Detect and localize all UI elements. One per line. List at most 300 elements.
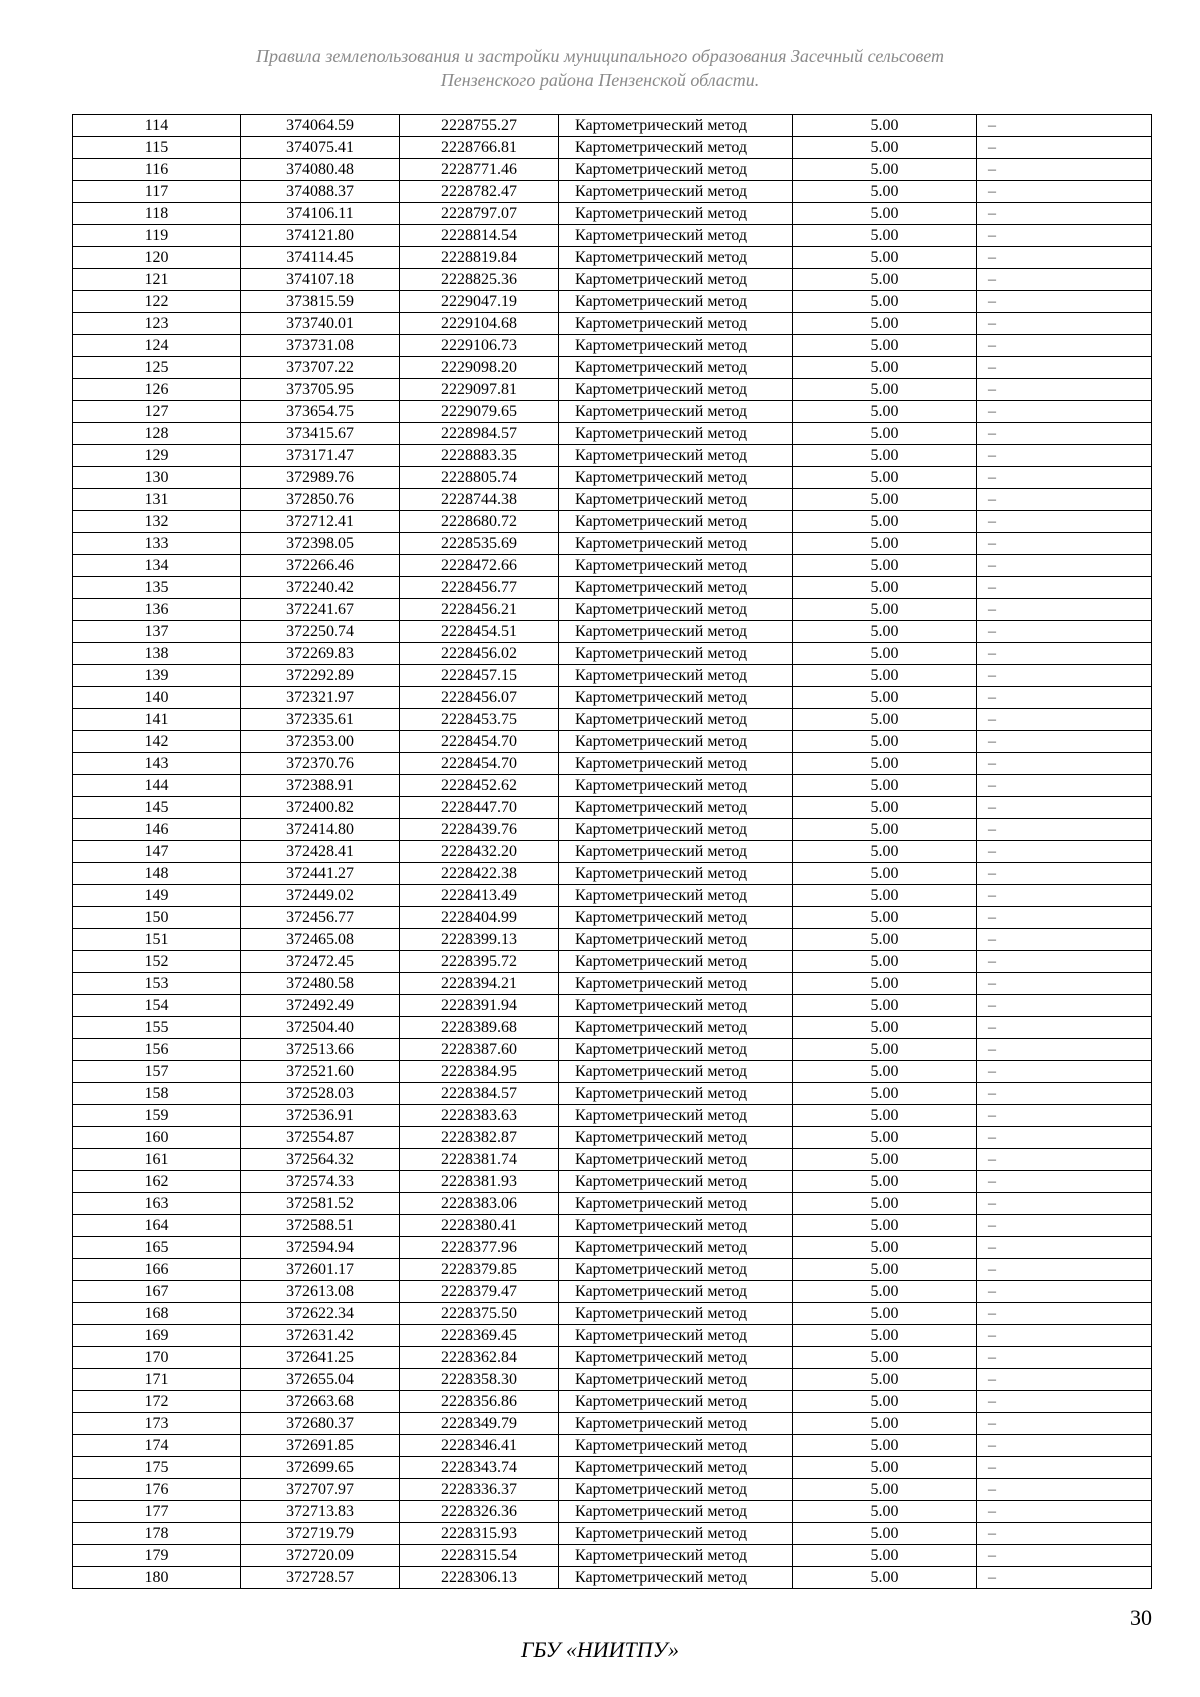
method-cell: Картометрический метод (559, 643, 793, 665)
x-coordinate-cell: 372720.09 (241, 1545, 400, 1567)
x-coordinate-cell: 372641.25 (241, 1347, 400, 1369)
table-row (73, 907, 1152, 929)
table-row (73, 555, 1152, 577)
y-coordinate-cell: 2228326.36 (400, 1501, 559, 1523)
accuracy-cell: 5.00 (793, 203, 977, 225)
point-number-cell: 123 (73, 313, 241, 335)
accuracy-cell: 5.00 (793, 1501, 977, 1523)
point-number-cell: 171 (73, 1369, 241, 1391)
accuracy-cell: 5.00 (793, 819, 977, 841)
description-cell: – (977, 841, 1152, 863)
x-coordinate-cell: 372513.66 (241, 1039, 400, 1061)
method-cell: Картометрический метод (559, 1303, 793, 1325)
description-cell: – (977, 973, 1152, 995)
accuracy-cell: 5.00 (793, 1369, 977, 1391)
y-coordinate-cell: 2228454.70 (400, 753, 559, 775)
x-coordinate-cell: 372456.77 (241, 907, 400, 929)
method-cell: Картометрический метод (559, 379, 793, 401)
description-cell: – (977, 709, 1152, 731)
description-cell: – (977, 423, 1152, 445)
point-number-cell: 180 (73, 1567, 241, 1589)
table-row (73, 445, 1152, 467)
y-coordinate-cell: 2228383.63 (400, 1105, 559, 1127)
coordinates-table-body (73, 115, 1152, 1589)
table-row (73, 951, 1152, 973)
table-row (73, 1325, 1152, 1347)
method-cell: Картометрический метод (559, 1523, 793, 1545)
method-cell: Картометрический метод (559, 1347, 793, 1369)
x-coordinate-cell: 374088.37 (241, 181, 400, 203)
description-cell: – (977, 511, 1152, 533)
table-row (73, 1017, 1152, 1039)
point-number-cell: 176 (73, 1479, 241, 1501)
table-row (73, 621, 1152, 643)
method-cell: Картометрический метод (559, 467, 793, 489)
y-coordinate-cell: 2228819.84 (400, 247, 559, 269)
y-coordinate-cell: 2228439.76 (400, 819, 559, 841)
x-coordinate-cell: 372536.91 (241, 1105, 400, 1127)
y-coordinate-cell: 2228447.70 (400, 797, 559, 819)
description-cell: – (977, 1127, 1152, 1149)
accuracy-cell: 5.00 (793, 1523, 977, 1545)
x-coordinate-cell: 372691.85 (241, 1435, 400, 1457)
method-cell: Картометрический метод (559, 1061, 793, 1083)
method-cell: Картометрический метод (559, 489, 793, 511)
point-number-cell: 124 (73, 335, 241, 357)
description-cell: – (977, 1281, 1152, 1303)
description-cell: – (977, 291, 1152, 313)
x-coordinate-cell: 372472.45 (241, 951, 400, 973)
x-coordinate-cell: 372465.08 (241, 929, 400, 951)
method-cell: Картометрический метод (559, 621, 793, 643)
x-coordinate-cell: 373171.47 (241, 445, 400, 467)
method-cell: Картометрический метод (559, 753, 793, 775)
x-coordinate-cell: 372292.89 (241, 665, 400, 687)
method-cell: Картометрический метод (559, 313, 793, 335)
description-cell: – (977, 1523, 1152, 1545)
description-cell: – (977, 907, 1152, 929)
x-coordinate-cell: 372269.83 (241, 643, 400, 665)
x-coordinate-cell: 373740.01 (241, 313, 400, 335)
method-cell: Картометрический метод (559, 1369, 793, 1391)
table-row (73, 181, 1152, 203)
y-coordinate-cell: 2228825.36 (400, 269, 559, 291)
y-coordinate-cell: 2228380.41 (400, 1215, 559, 1237)
point-number-cell: 172 (73, 1391, 241, 1413)
description-cell: – (977, 1567, 1152, 1589)
method-cell: Картометрический метод (559, 357, 793, 379)
y-coordinate-cell: 2228805.74 (400, 467, 559, 489)
table-row (73, 1259, 1152, 1281)
method-cell: Картометрический метод (559, 1193, 793, 1215)
point-number-cell: 175 (73, 1457, 241, 1479)
method-cell: Картометрический метод (559, 533, 793, 555)
accuracy-cell: 5.00 (793, 555, 977, 577)
coordinates-table (72, 114, 1152, 1589)
y-coordinate-cell: 2228454.70 (400, 731, 559, 753)
accuracy-cell: 5.00 (793, 1259, 977, 1281)
description-cell: – (977, 1083, 1152, 1105)
accuracy-cell: 5.00 (793, 1457, 977, 1479)
y-coordinate-cell: 2228456.07 (400, 687, 559, 709)
table-row (73, 1215, 1152, 1237)
method-cell: Картометрический метод (559, 687, 793, 709)
y-coordinate-cell: 2228369.45 (400, 1325, 559, 1347)
description-cell: – (977, 643, 1152, 665)
y-coordinate-cell: 2228453.75 (400, 709, 559, 731)
method-cell: Картометрический метод (559, 1259, 793, 1281)
table-row (73, 929, 1152, 951)
y-coordinate-cell: 2229098.20 (400, 357, 559, 379)
table-row (73, 313, 1152, 335)
accuracy-cell: 5.00 (793, 1171, 977, 1193)
table-row (73, 401, 1152, 423)
table-row (73, 1105, 1152, 1127)
description-cell: – (977, 885, 1152, 907)
table-row (73, 1479, 1152, 1501)
y-coordinate-cell: 2228472.66 (400, 555, 559, 577)
point-number-cell: 138 (73, 643, 241, 665)
description-cell: – (977, 1369, 1152, 1391)
table-row (73, 1039, 1152, 1061)
accuracy-cell: 5.00 (793, 1193, 977, 1215)
accuracy-cell: 5.00 (793, 159, 977, 181)
accuracy-cell: 5.00 (793, 863, 977, 885)
description-cell: – (977, 401, 1152, 423)
x-coordinate-cell: 372353.00 (241, 731, 400, 753)
accuracy-cell: 5.00 (793, 1435, 977, 1457)
y-coordinate-cell: 2228404.99 (400, 907, 559, 929)
point-number-cell: 144 (73, 775, 241, 797)
x-coordinate-cell: 372241.67 (241, 599, 400, 621)
y-coordinate-cell: 2229106.73 (400, 335, 559, 357)
y-coordinate-cell: 2228814.54 (400, 225, 559, 247)
accuracy-cell: 5.00 (793, 247, 977, 269)
method-cell: Картометрический метод (559, 1479, 793, 1501)
method-cell: Картометрический метод (559, 577, 793, 599)
accuracy-cell: 5.00 (793, 687, 977, 709)
y-coordinate-cell: 2228456.77 (400, 577, 559, 599)
description-cell: – (977, 819, 1152, 841)
point-number-cell: 114 (73, 115, 241, 137)
x-coordinate-cell: 372622.34 (241, 1303, 400, 1325)
accuracy-cell: 5.00 (793, 841, 977, 863)
accuracy-cell: 5.00 (793, 1061, 977, 1083)
table-row (73, 467, 1152, 489)
x-coordinate-cell: 373731.08 (241, 335, 400, 357)
accuracy-cell: 5.00 (793, 137, 977, 159)
x-coordinate-cell: 373415.67 (241, 423, 400, 445)
y-coordinate-cell: 2228381.93 (400, 1171, 559, 1193)
point-number-cell: 159 (73, 1105, 241, 1127)
point-number-cell: 118 (73, 203, 241, 225)
table-row (73, 357, 1152, 379)
x-coordinate-cell: 372321.97 (241, 687, 400, 709)
table-row (73, 1303, 1152, 1325)
table-row (73, 819, 1152, 841)
point-number-cell: 155 (73, 1017, 241, 1039)
method-cell: Картометрический метод (559, 1127, 793, 1149)
point-number-cell: 168 (73, 1303, 241, 1325)
description-cell: – (977, 1545, 1152, 1567)
y-coordinate-cell: 2228782.47 (400, 181, 559, 203)
method-cell: Картометрический метод (559, 445, 793, 467)
x-coordinate-cell: 372613.08 (241, 1281, 400, 1303)
y-coordinate-cell: 2228346.41 (400, 1435, 559, 1457)
method-cell: Картометрический метод (559, 907, 793, 929)
accuracy-cell: 5.00 (793, 423, 977, 445)
description-cell: – (977, 599, 1152, 621)
method-cell: Картометрический метод (559, 1039, 793, 1061)
description-cell: – (977, 1039, 1152, 1061)
x-coordinate-cell: 372504.40 (241, 1017, 400, 1039)
method-cell: Картометрический метод (559, 775, 793, 797)
y-coordinate-cell: 2228384.95 (400, 1061, 559, 1083)
table-row (73, 291, 1152, 313)
description-cell: – (977, 1457, 1152, 1479)
y-coordinate-cell: 2228454.51 (400, 621, 559, 643)
accuracy-cell: 5.00 (793, 1567, 977, 1589)
page-number: 30 (1130, 1605, 1152, 1630)
method-cell: Картометрический метод (559, 599, 793, 621)
description-cell: – (977, 995, 1152, 1017)
x-coordinate-cell: 373705.95 (241, 379, 400, 401)
method-cell: Картометрический метод (559, 225, 793, 247)
point-number-cell: 153 (73, 973, 241, 995)
accuracy-cell: 5.00 (793, 1545, 977, 1567)
table-row (73, 1391, 1152, 1413)
description-cell: – (977, 335, 1152, 357)
method-cell: Картометрический метод (559, 1545, 793, 1567)
accuracy-cell: 5.00 (793, 577, 977, 599)
table-row (73, 841, 1152, 863)
point-number-cell: 152 (73, 951, 241, 973)
accuracy-cell: 5.00 (793, 1347, 977, 1369)
y-coordinate-cell: 2228456.02 (400, 643, 559, 665)
x-coordinate-cell: 372850.76 (241, 489, 400, 511)
table-row (73, 1457, 1152, 1479)
point-number-cell: 122 (73, 291, 241, 313)
point-number-cell: 148 (73, 863, 241, 885)
description-cell: – (977, 577, 1152, 599)
y-coordinate-cell: 2228452.62 (400, 775, 559, 797)
method-cell: Картометрический метод (559, 665, 793, 687)
x-coordinate-cell: 373707.22 (241, 357, 400, 379)
y-coordinate-cell: 2228391.94 (400, 995, 559, 1017)
description-cell: – (977, 1193, 1152, 1215)
method-cell: Картометрический метод (559, 1325, 793, 1347)
method-cell: Картометрический метод (559, 1281, 793, 1303)
accuracy-cell: 5.00 (793, 511, 977, 533)
description-cell: – (977, 1479, 1152, 1501)
method-cell: Картометрический метод (559, 555, 793, 577)
point-number-cell: 121 (73, 269, 241, 291)
x-coordinate-cell: 372400.82 (241, 797, 400, 819)
y-coordinate-cell: 2228456.21 (400, 599, 559, 621)
y-coordinate-cell: 2228343.74 (400, 1457, 559, 1479)
point-number-cell: 161 (73, 1149, 241, 1171)
method-cell: Картометрический метод (559, 797, 793, 819)
y-coordinate-cell: 2229104.68 (400, 313, 559, 335)
table-row (73, 797, 1152, 819)
y-coordinate-cell: 2228984.57 (400, 423, 559, 445)
point-number-cell: 127 (73, 401, 241, 423)
x-coordinate-cell: 372680.37 (241, 1413, 400, 1435)
x-coordinate-cell: 372398.05 (241, 533, 400, 555)
point-number-cell: 137 (73, 621, 241, 643)
point-number-cell: 156 (73, 1039, 241, 1061)
y-coordinate-cell: 2228744.38 (400, 489, 559, 511)
point-number-cell: 133 (73, 533, 241, 555)
method-cell: Картометрический метод (559, 159, 793, 181)
method-cell: Картометрический метод (559, 137, 793, 159)
table-row (73, 225, 1152, 247)
y-coordinate-cell: 2228457.15 (400, 665, 559, 687)
method-cell: Картометрический метод (559, 1237, 793, 1259)
y-coordinate-cell: 2228771.46 (400, 159, 559, 181)
point-number-cell: 135 (73, 577, 241, 599)
x-coordinate-cell: 373815.59 (241, 291, 400, 313)
point-number-cell: 160 (73, 1127, 241, 1149)
x-coordinate-cell: 372594.94 (241, 1237, 400, 1259)
x-coordinate-cell: 372388.91 (241, 775, 400, 797)
y-coordinate-cell: 2228306.13 (400, 1567, 559, 1589)
method-cell: Картометрический метод (559, 1501, 793, 1523)
accuracy-cell: 5.00 (793, 643, 977, 665)
method-cell: Картометрический метод (559, 269, 793, 291)
x-coordinate-cell: 372989.76 (241, 467, 400, 489)
table-row (73, 753, 1152, 775)
point-number-cell: 119 (73, 225, 241, 247)
method-cell: Картометрический метод (559, 115, 793, 137)
accuracy-cell: 5.00 (793, 1281, 977, 1303)
table-row (73, 1193, 1152, 1215)
method-cell: Картометрический метод (559, 291, 793, 313)
y-coordinate-cell: 2228375.50 (400, 1303, 559, 1325)
table-row (73, 247, 1152, 269)
method-cell: Картометрический метод (559, 973, 793, 995)
table-row (73, 1567, 1152, 1589)
y-coordinate-cell: 2228383.06 (400, 1193, 559, 1215)
point-number-cell: 158 (73, 1083, 241, 1105)
description-cell: – (977, 1149, 1152, 1171)
method-cell: Картометрический метод (559, 247, 793, 269)
accuracy-cell: 5.00 (793, 599, 977, 621)
point-number-cell: 165 (73, 1237, 241, 1259)
point-number-cell: 157 (73, 1061, 241, 1083)
accuracy-cell: 5.00 (793, 1215, 977, 1237)
method-cell: Картометрический метод (559, 203, 793, 225)
table-row (73, 489, 1152, 511)
description-cell: – (977, 1215, 1152, 1237)
x-coordinate-cell: 372528.03 (241, 1083, 400, 1105)
point-number-cell: 126 (73, 379, 241, 401)
description-cell: – (977, 137, 1152, 159)
y-coordinate-cell: 2228389.68 (400, 1017, 559, 1039)
accuracy-cell: 5.00 (793, 379, 977, 401)
accuracy-cell: 5.00 (793, 995, 977, 1017)
x-coordinate-cell: 374064.59 (241, 115, 400, 137)
table-row (73, 511, 1152, 533)
method-cell: Картометрический метод (559, 1457, 793, 1479)
point-number-cell: 173 (73, 1413, 241, 1435)
method-cell: Картометрический метод (559, 181, 793, 203)
accuracy-cell: 5.00 (793, 951, 977, 973)
description-cell: – (977, 555, 1152, 577)
y-coordinate-cell: 2228381.74 (400, 1149, 559, 1171)
accuracy-cell: 5.00 (793, 489, 977, 511)
accuracy-cell: 5.00 (793, 885, 977, 907)
point-number-cell: 174 (73, 1435, 241, 1457)
x-coordinate-cell: 372574.33 (241, 1171, 400, 1193)
y-coordinate-cell: 2228379.47 (400, 1281, 559, 1303)
point-number-cell: 166 (73, 1259, 241, 1281)
method-cell: Картометрический метод (559, 1171, 793, 1193)
table-row (73, 533, 1152, 555)
description-cell: – (977, 1501, 1152, 1523)
table-row (73, 1171, 1152, 1193)
table-row (73, 1347, 1152, 1369)
description-cell: – (977, 951, 1152, 973)
x-coordinate-cell: 372728.57 (241, 1567, 400, 1589)
x-coordinate-cell: 374114.45 (241, 247, 400, 269)
x-coordinate-cell: 372492.49 (241, 995, 400, 1017)
description-cell: – (977, 1171, 1152, 1193)
point-number-cell: 163 (73, 1193, 241, 1215)
table-row (73, 863, 1152, 885)
x-coordinate-cell: 374107.18 (241, 269, 400, 291)
x-coordinate-cell: 374080.48 (241, 159, 400, 181)
page-header (0, 44, 1200, 92)
accuracy-cell: 5.00 (793, 929, 977, 951)
description-cell: – (977, 1325, 1152, 1347)
point-number-cell: 142 (73, 731, 241, 753)
description-cell: – (977, 115, 1152, 137)
method-cell: Картометрический метод (559, 863, 793, 885)
x-coordinate-cell: 372588.51 (241, 1215, 400, 1237)
point-number-cell: 115 (73, 137, 241, 159)
description-cell: – (977, 665, 1152, 687)
method-cell: Картометрический метод (559, 1149, 793, 1171)
y-coordinate-cell: 2228535.69 (400, 533, 559, 555)
accuracy-cell: 5.00 (793, 357, 977, 379)
method-cell: Картометрический метод (559, 1413, 793, 1435)
description-cell: – (977, 313, 1152, 335)
x-coordinate-cell: 372335.61 (241, 709, 400, 731)
y-coordinate-cell: 2228755.27 (400, 115, 559, 137)
point-number-cell: 141 (73, 709, 241, 731)
accuracy-cell: 5.00 (793, 1391, 977, 1413)
method-cell: Картометрический метод (559, 511, 793, 533)
accuracy-cell: 5.00 (793, 1083, 977, 1105)
y-coordinate-cell: 2228432.20 (400, 841, 559, 863)
accuracy-cell: 5.00 (793, 1039, 977, 1061)
x-coordinate-cell: 372250.74 (241, 621, 400, 643)
x-coordinate-cell: 372631.42 (241, 1325, 400, 1347)
description-cell: – (977, 863, 1152, 885)
x-coordinate-cell: 372713.83 (241, 1501, 400, 1523)
table-row (73, 1435, 1152, 1457)
y-coordinate-cell: 2228413.49 (400, 885, 559, 907)
description-cell: – (977, 1237, 1152, 1259)
table-row (73, 599, 1152, 621)
table-row (73, 577, 1152, 599)
x-coordinate-cell: 372581.52 (241, 1193, 400, 1215)
table-row (73, 203, 1152, 225)
point-number-cell: 177 (73, 1501, 241, 1523)
description-cell: – (977, 379, 1152, 401)
accuracy-cell: 5.00 (793, 269, 977, 291)
